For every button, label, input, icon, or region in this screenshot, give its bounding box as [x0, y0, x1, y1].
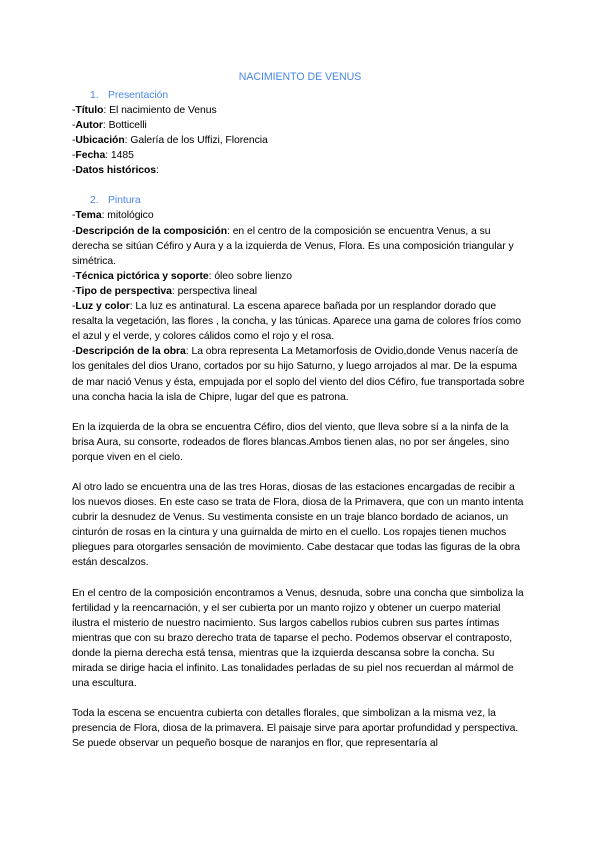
field-ubicacion: -Ubicación: Galería de los Uffizi, Florencia: [72, 135, 268, 147]
paragraph-escena: Toda la escena se encuentra cubierta con detalles florales, que simbolizan a la misma vez, la presencia de Flora, diosa de la primavera. El paisaje sirve para aportar profundidad y perspectiva. Se puede observar un pequeño bosque de naranjos en flor, que representaría al: [72, 708, 519, 750]
section-number: 2.: [90, 195, 99, 207]
field-descripcion-composicion: -Descripción de la composición: en el centro de la composición se encuentra Venus, a su derecha se sitúan Céfiro y Aura y a la izquierda de Venus, Flora. Es una composición triangular y simétrica.: [72, 225, 514, 267]
paragraph-flora: Al otro lado se encuentra una de las tres Horas, diosas de las estaciones encargadas de recibir a los nuevos dioses. En este caso se trata de Flora, diosa de la Primavera, que con un manto intenta cubrir la desnudez de Venus. Su vestimenta consiste en un traje blanco bordado de acianos, un cinturón de rosas en la cintura y una guirnalda de mirto en el cuello. Los ropajes tienen muchos pliegues para otorgarles sensación de movimiento. Cabe destacar que todas las figuras de la obra están descalzos.: [72, 481, 524, 569]
field-autor: -Autor: Botticelli: [72, 120, 147, 132]
section-heading-presentacion: [72, 88, 528, 103]
field-tema: -Tema: mitológico: [72, 210, 154, 222]
document-content: [72, 70, 528, 751]
field-perspectiva: -Tipo de perspectiva: perspectiva lineal: [72, 285, 257, 297]
paragraph-venus: En el centro de la composición encontramos a Venus, desnuda, sobre una concha que simboliza la fertilidad y la reencarnación, y el ser cubierta por un manto rojizo y obtener un cuerpo material ilustra el misterio de nuestro nacimiento. Sus largos cabellos rubios cubren sus partes íntimas mientras que con su brazo derecho trata de taparse el pecho. Podemos observar el contraposto, donde la pierna derecha está tensa, mientras que la izquierda descansa sobre la concha. Su mirada se dirige hacia el infinito. Las tonalidades perladas de su piel nos recuerdan al mármol de una escultura.: [72, 587, 524, 690]
field-descripcion-obra: -Descripción de la obra: La obra representa La Metamorfosis de Ovidio,donde Venus nacería de los genitales del dios Urano, cortados por su hijo Saturno, y luego arrojados al mar. De la espuma de mar nació Venus y ésta, empujada por el soplo del viento del dios Céfiro, fue transportada sobre una concha hacia la isla de Chipre, lugar del que es patrona.: [72, 346, 525, 403]
section-title: Presentación: [108, 90, 169, 101]
section-title: Pintura: [108, 195, 141, 207]
section-heading-pintura: [72, 193, 528, 208]
field-luz-color: -Luz y color: La luz es antinatural. La escena aparece bañada por un resplandor dorado que resalta la vegetación, las flores , la concha, y las túnicas. Aparece una gama de colores fríos como el azul y el verde, y colores cálidos como el rojo y el rosa.: [72, 301, 521, 343]
document-title: NACIMIENTO DE VENUS: [238, 71, 362, 83]
field-titulo: -Título: El nacimiento de Venus: [72, 105, 217, 116]
section-number: 1.: [90, 90, 99, 101]
field-tecnica: -Técnica pictórica y soporte: óleo sobre lienzo: [72, 270, 293, 282]
field-fecha: -Fecha: 1485: [72, 150, 134, 162]
paragraph-cefiro: En la izquierda de la obra se encuentra Céfiro, dios del viento, que lleva sobre sí a la ninfa de la brisa Aura, su consorte, rodeados de flores blancas.Ambos tienen alas, no por ser ángeles, sino porque viven en el cielo.: [72, 421, 510, 463]
field-datos-historicos: -Datos históricos:: [72, 165, 159, 177]
